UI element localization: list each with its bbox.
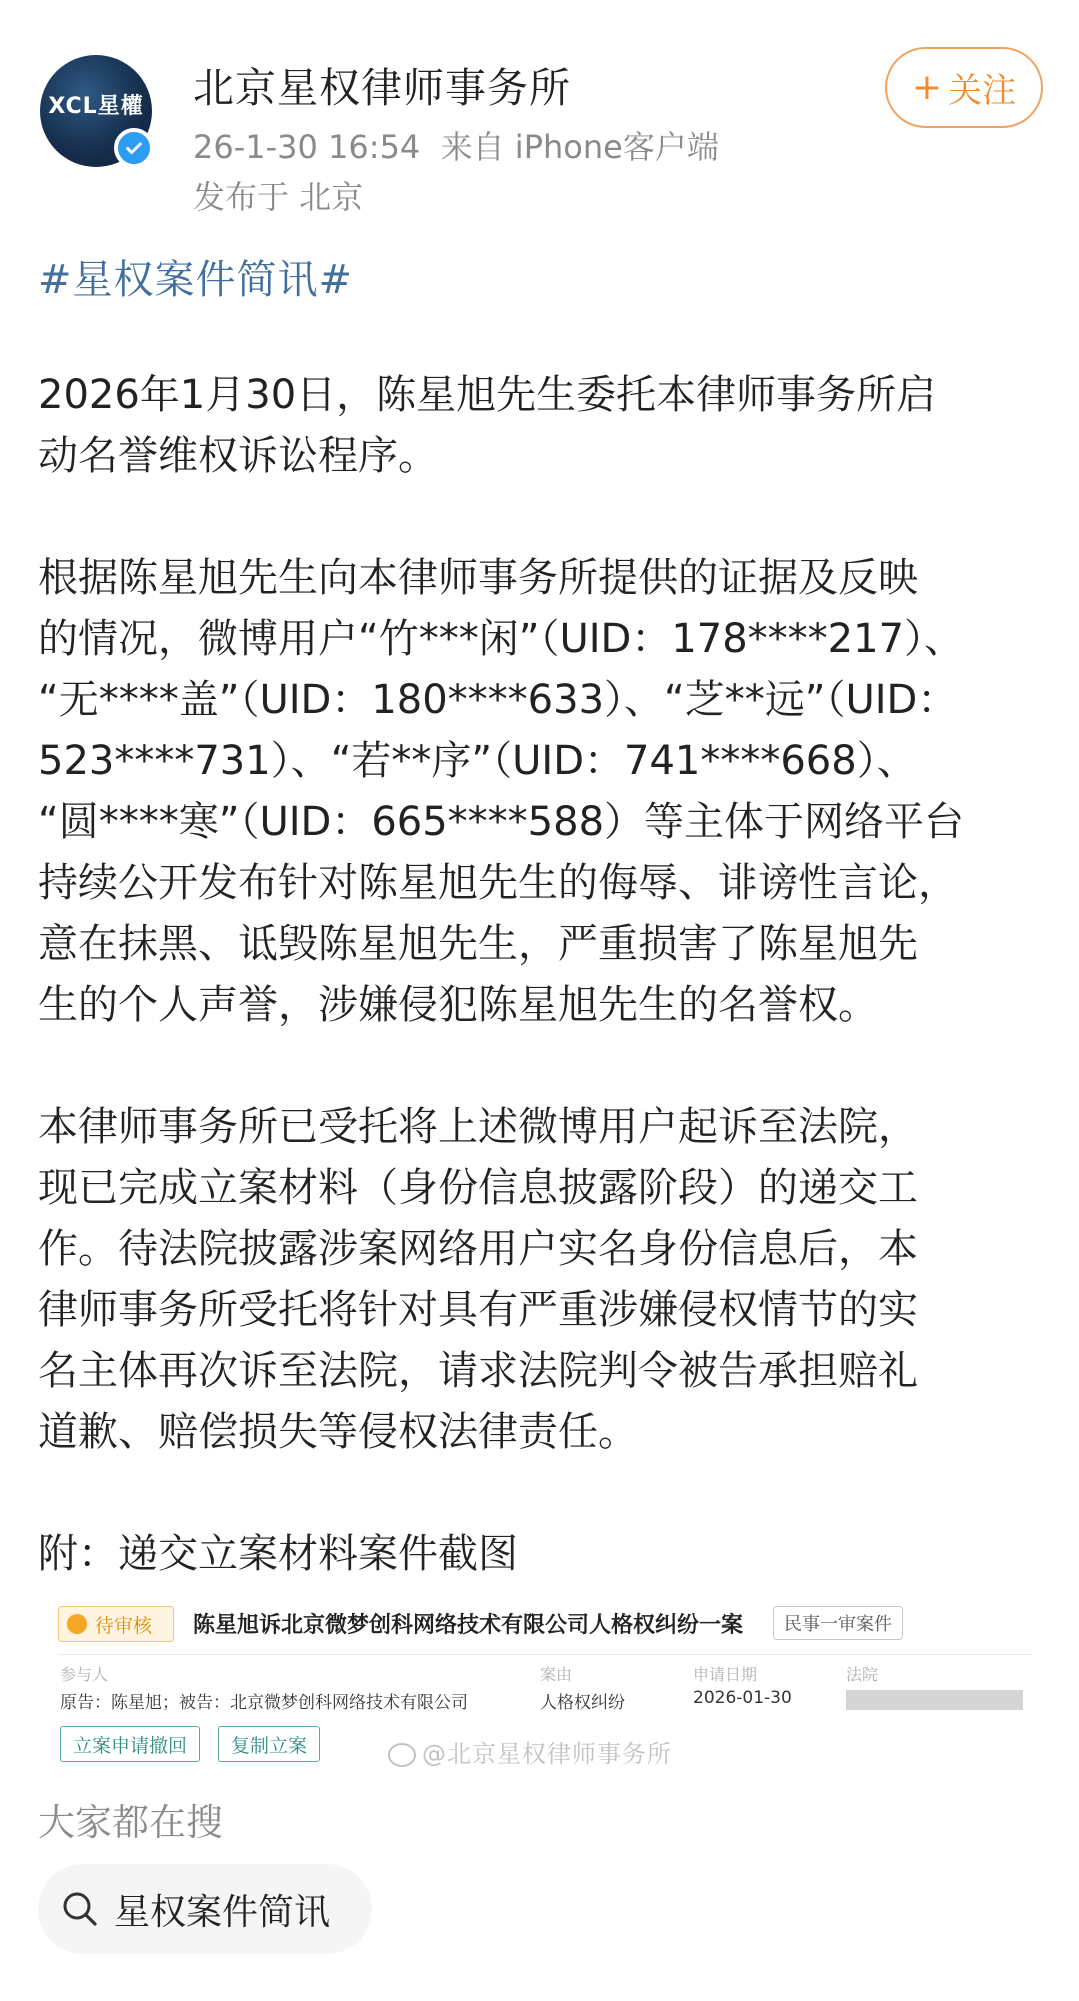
- post-source: 来自 iPhone客户端: [440, 128, 719, 166]
- court-value-redacted: [846, 1690, 1023, 1710]
- paragraph-2: [38, 548, 1048, 1036]
- cause-value: 人格权纠纷: [540, 1693, 625, 1713]
- text-line: “无****盖”（UID：180****633）、“芝**远”（UID：: [38, 677, 958, 723]
- text-line: 意在抹黑、诋毁陈星旭先生，严重损害了陈星旭先: [38, 921, 918, 967]
- post-location: 发布于 北京: [193, 178, 364, 216]
- weibo-logo-icon: [388, 1743, 416, 1767]
- follow-button[interactable]: [885, 47, 1043, 128]
- text-line: 现已完成立案材料（身份信息披露阶段）的递交工: [38, 1165, 918, 1211]
- participants-value: 原告：陈星旭；被告：北京微梦创科网络技术有限公司: [60, 1693, 468, 1713]
- search-icon: [60, 1889, 100, 1929]
- case-screenshot-image[interactable]: [48, 1594, 1038, 1774]
- participants-label: 参与人: [60, 1665, 109, 1684]
- text-line: 作。待法院披露涉案网络用户实名身份信息后，本: [38, 1226, 918, 1272]
- divider: [58, 1654, 1033, 1655]
- date-value: 2026-01-30: [693, 1688, 792, 1708]
- case-title: 陈星旭诉北京微梦创科网络技术有限公司人格权纠纷一案: [193, 1613, 744, 1638]
- text-line: 根据陈星旭先生向本律师事务所提供的证据及反映: [38, 555, 918, 601]
- post-time: 26-1-30 16:54: [193, 128, 421, 166]
- text-line: 名主体再次诉至法院，请求法院判令被告承担赔礼: [38, 1348, 918, 1394]
- follow-label: 关注: [948, 71, 1017, 111]
- copy-case-button[interactable]: 复制立案: [218, 1726, 320, 1762]
- court-label: 法院: [846, 1665, 879, 1684]
- text-line: 的情况，微博用户“竹***闲”（UID：178****217）、: [38, 616, 965, 662]
- text-line: 523****731）、“若**序”（UID：741****668）、: [38, 738, 917, 784]
- text-line: 附：递交立案材料案件截图: [38, 1531, 518, 1577]
- text-line: 道歉、赔偿损失等侵权法律责任。: [38, 1409, 638, 1455]
- author-name[interactable]: 北京星权律师事务所: [193, 64, 571, 112]
- trending-title: 大家都在搜: [38, 1801, 223, 1844]
- status-badge: [58, 1606, 174, 1642]
- text-line: “圆****寒”（UID：665****588）等主体于网络平台: [38, 799, 965, 845]
- topic-hashtag[interactable]: #星权案件简讯#: [38, 257, 354, 303]
- case-type-tag: 民事一审案件: [773, 1606, 903, 1640]
- weibo-watermark: [388, 1734, 672, 1769]
- post-body: [38, 365, 1048, 1646]
- status-text: 待审核: [95, 1614, 153, 1637]
- text-line: 生的个人声誉，涉嫌侵犯陈星旭先生的名誉权。: [38, 982, 878, 1028]
- paragraph-4: [38, 1524, 1048, 1585]
- trending-item-label: 星权案件简讯: [114, 1891, 331, 1933]
- post-header: [0, 0, 1079, 240]
- text-line: 2026年1月30日，陈星旭先生委托本律师事务所启: [38, 372, 937, 418]
- text-line: 律师事务所受托将针对具有严重涉嫌侵权情节的实: [38, 1287, 918, 1333]
- cause-label: 案由: [540, 1665, 573, 1684]
- post-meta: [193, 122, 719, 168]
- paragraph-3: [38, 1097, 1048, 1463]
- text-line: 持续公开发布针对陈星旭先生的侮辱、诽谤性言论，: [38, 860, 958, 906]
- text-line: 本律师事务所已受托将上述微博用户起诉至法院，: [38, 1104, 918, 1150]
- withdraw-button[interactable]: 立案申请撤回: [60, 1726, 200, 1762]
- text-line: 动名誉维权诉讼程序。: [38, 433, 438, 479]
- avatar-logo: XCL星權: [48, 94, 144, 119]
- status-dot-icon: [67, 1614, 87, 1634]
- plus-icon: +: [911, 67, 943, 108]
- date-label: 申请日期: [693, 1665, 758, 1684]
- verified-badge-icon: [114, 128, 154, 168]
- watermark-text: @北京星权律师事务所: [422, 1740, 672, 1768]
- paragraph-1: [38, 365, 1048, 487]
- trending-search-chip[interactable]: [38, 1864, 372, 1954]
